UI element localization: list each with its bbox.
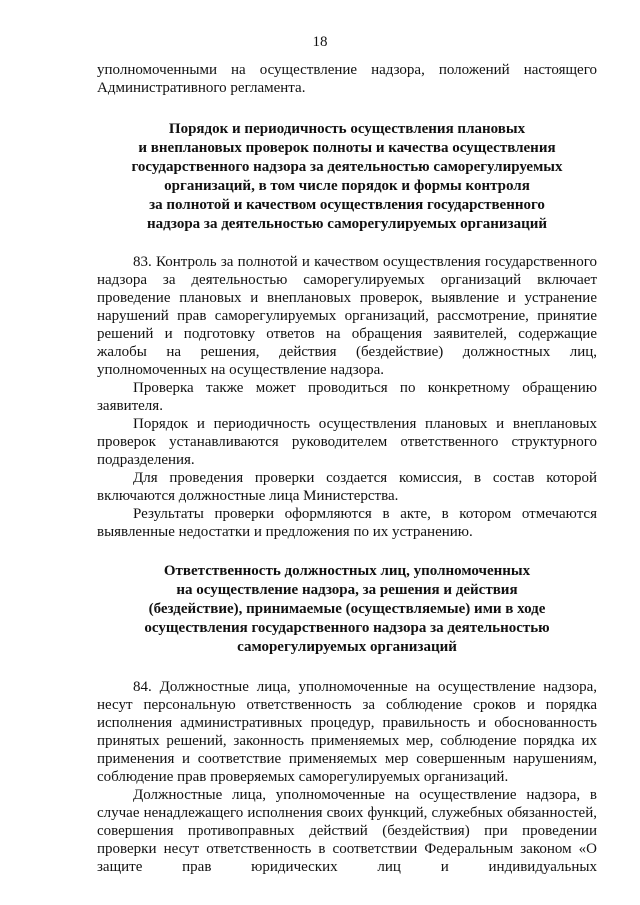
heading-line: Ответственность должностных лиц, уполномоченных [163,563,531,579]
paragraph-83-inspection-request: Проверка также может проводиться по конкретному обращению заявителя. [97,380,597,414]
heading-line: саморегулируемых организаций [237,639,457,655]
section-heading-responsibility [97,562,597,657]
section-heading-inspections [97,120,597,234]
heading-line: (бездействие), принимаемые (осуществляемые) ими в ходе [148,601,546,617]
paragraph-83-periodicity: Порядок и периодичность осуществления плановых и внеплановых проверок устанавливаются руководителем ответственного структурного подразделения. [97,416,597,468]
intro-line-2: Административного регламента. [97,80,306,96]
page-number: 18 [312,34,328,50]
heading-line: за полнотой и качеством осуществления государственного [149,197,545,213]
paragraph-84-officials: Должностные лица, уполномоченные на осуществление надзора, в случае ненадлежащего исполнения своих функций, служебных обязанностей, совершения противоправных действий (бездействия) при проведении проверки несут ответственность в соответствии Федеральным законом «О защите прав юридических лиц и индивидуальных [97,787,597,875]
heading-line: организаций, в том числе порядок и формы контроля [164,178,530,194]
paragraph-84: 84. Должностные лица, уполномоченные на осуществление надзора, несут персональную ответственность за соблюдение сроков и порядка исполнения административных процедур, правильность и обоснованность принятых решений, законность применяемых мер, соблюдение порядка их применения и соответствие применяемых мер совершенным нарушениям, соблюдение прав проверяемых саморегулируемых организаций. [97,679,597,785]
heading-line: надзора за деятельностью саморегулируемых организаций [146,216,548,232]
intro-line-1: уполномоченными на осуществление надзора, положений настоящего [97,62,597,78]
heading-line: Порядок и периодичность осуществления плановых [168,121,526,137]
paragraph-83-results: Результаты проверки оформляются в акте, в котором отмечаются выявленные недостатки и предложения по их устранению. [97,506,597,540]
heading-line: и внеплановых проверок полноты и качества осуществления [138,140,556,156]
paragraph-83: 83. Контроль за полнотой и качеством осуществления государственного надзора за деятельностью саморегулируемых организаций включает проведение плановых и внеплановых проверок, выявление и устранение нарушений прав саморегулируемых организаций, рассмотрение, принятие решений и подготовку ответов на обращения заявителей, содержащие жалобы на решения, действия (бездействие) должностных лиц, уполномоченных на осуществление надзора. [97,254,597,378]
heading-line: государственного надзора за деятельностью саморегулируемых [131,159,563,175]
heading-line: осуществления государственного надзора за деятельностью [144,620,550,636]
page-content [97,61,597,876]
heading-line: на осуществление надзора, за решения и действия [176,582,518,598]
paragraph-83-commission: Для проведения проверки создается комиссия, в состав которой включаются должностные лица Министерства. [97,470,597,504]
